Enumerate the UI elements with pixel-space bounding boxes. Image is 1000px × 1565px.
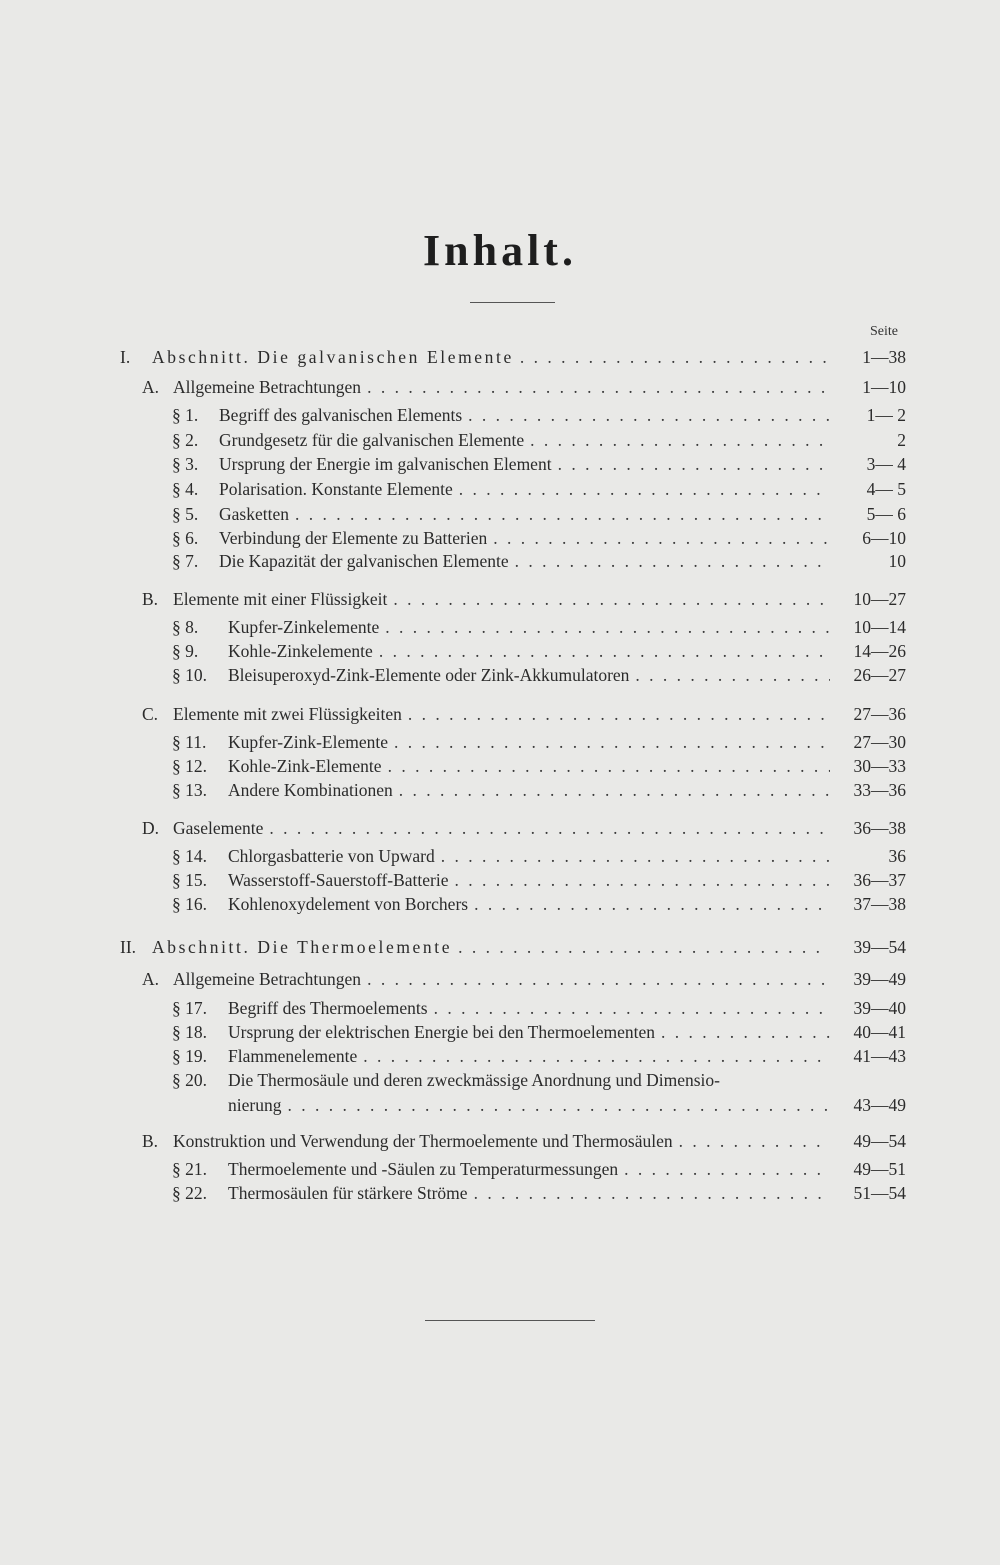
toc-entry	[142, 703, 906, 725]
toc-entry	[142, 817, 906, 839]
toc-entry-number: § 3.	[172, 454, 199, 474]
toc-entry-label: Elemente mit einer Flüssigkeit	[173, 589, 388, 609]
toc-entry	[142, 1130, 906, 1152]
leader-dots	[287, 1094, 830, 1116]
toc-entry-pages: 2	[897, 430, 906, 450]
leader-dots	[515, 550, 830, 572]
toc-entry-number: § 8.	[172, 617, 199, 637]
toc-entry-label: Allgemeine Betrachtungen	[173, 377, 362, 397]
leader-dots	[679, 1130, 830, 1152]
toc-entry-number: B.	[142, 589, 159, 609]
toc-entry-label: Begriff des galvanischen Elements	[219, 405, 463, 425]
leader-dots	[455, 869, 830, 891]
toc-entry-pages: 3— 4	[866, 454, 906, 474]
leader-dots	[399, 779, 830, 801]
toc-entry	[172, 1094, 906, 1116]
toc-entry-pages: 26—27	[853, 665, 906, 685]
toc-entry	[172, 997, 906, 1019]
seite-header: Seite	[870, 324, 898, 339]
leader-dots	[408, 703, 830, 725]
toc-entry-number: II.	[120, 937, 137, 957]
toc-entry-pages: 33—36	[853, 780, 906, 800]
toc-entry	[172, 478, 906, 500]
toc-entry-number: § 4.	[172, 479, 199, 499]
toc-entry-pages: 4— 5	[866, 479, 906, 499]
toc-entry	[172, 755, 906, 777]
toc-entry-pages: 10—27	[853, 589, 906, 609]
leader-dots	[394, 731, 830, 753]
toc-entry-label: Elemente mit zwei Flüssigkeiten	[173, 704, 402, 724]
toc-entry-number: § 21.	[172, 1159, 207, 1179]
toc-entry-number: § 7.	[172, 551, 199, 571]
toc-entry-number: § 20.	[172, 1070, 207, 1090]
toc-entry-label: Flammenelemente	[228, 1046, 358, 1066]
toc-entry-label: Abschnitt. Die Thermoelemente	[152, 937, 453, 957]
toc-entry-pages: 27—36	[853, 704, 906, 724]
toc-entry	[172, 404, 906, 426]
toc-entry-pages: 10	[888, 551, 906, 571]
toc-entry-label: Andere Kombinationen	[228, 780, 393, 800]
toc-entry	[172, 527, 906, 549]
toc-entry-label: Kohle-Zinkelemente	[228, 641, 373, 661]
toc-entry-pages: 14—26	[853, 641, 906, 661]
toc-entry-number: A.	[142, 377, 160, 397]
toc-entry-label: Thermoelemente und -Säulen zu Temperaturmessungen	[228, 1159, 619, 1179]
leader-dots	[295, 503, 830, 525]
leader-dots	[458, 936, 830, 958]
leader-dots	[363, 1045, 830, 1067]
toc-entry-pages: 51—54	[853, 1183, 906, 1203]
toc-entry-number: § 12.	[172, 756, 207, 776]
toc-entry-pages: 36—38	[853, 818, 906, 838]
toc-entry	[172, 1158, 906, 1180]
toc-entry-label: Verbindung der Elemente zu Batterien	[219, 528, 488, 548]
toc-entry-pages: 1—38	[862, 347, 906, 367]
leader-dots	[388, 755, 830, 777]
page-title: Inhalt.	[423, 226, 577, 275]
leader-dots	[385, 616, 830, 638]
toc-entry	[120, 936, 906, 958]
leader-dots	[367, 968, 830, 990]
leader-dots	[493, 527, 830, 549]
leader-dots	[635, 664, 830, 686]
toc-entry	[172, 869, 906, 891]
toc-entry-label: Kupfer-Zinkelemente	[228, 617, 380, 637]
leader-dots	[393, 588, 830, 610]
toc-entry-number: § 10.	[172, 665, 207, 685]
toc-entry	[172, 453, 906, 475]
toc-entry-label: Begriff des Thermoelements	[228, 998, 428, 1018]
toc-entry-label: Thermosäulen für stärkere Ströme	[228, 1183, 468, 1203]
toc-entry-number: C.	[142, 704, 159, 724]
toc-entry	[172, 845, 906, 867]
toc-entry-label: Die Thermosäule und deren zweckmässige Anordnung und Dimensio-	[228, 1070, 720, 1090]
toc-entry-number: § 14.	[172, 846, 207, 866]
toc-entry	[142, 968, 906, 990]
toc-entry-label: Kupfer-Zink-Elemente	[228, 732, 388, 752]
toc-entry-label: Wasserstoff-Sauerstoff-Batterie	[228, 870, 449, 890]
toc-entry	[172, 503, 906, 525]
toc-entry-pages: 1— 2	[866, 405, 906, 425]
toc-entry-pages: 39—54	[853, 937, 906, 957]
toc-entry-number: § 11.	[172, 732, 207, 752]
leader-dots	[459, 478, 830, 500]
toc-entry	[142, 376, 906, 398]
toc-entry-pages: 36	[888, 846, 906, 866]
toc-entry-number: D.	[142, 818, 160, 838]
toc-entry-pages: 41—43	[853, 1046, 906, 1066]
leader-dots	[558, 453, 830, 475]
toc-entry-number: § 19.	[172, 1046, 207, 1066]
toc-entry-label: Kohle-Zink-Elemente	[228, 756, 382, 776]
title-rule	[470, 302, 555, 303]
toc-entry-label: Kohlenoxydelement von Borchers	[228, 894, 469, 914]
toc-entry-number: § 17.	[172, 998, 207, 1018]
toc-entry	[172, 1045, 906, 1067]
toc-entry-pages: 10—14	[853, 617, 906, 637]
toc-entry	[172, 779, 906, 801]
toc-entry-number: § 1.	[172, 405, 199, 425]
toc-entry-label: Abschnitt. Die galvanischen Elemente	[152, 347, 514, 367]
toc-entry-number: § 15.	[172, 870, 207, 890]
toc-entry-number: § 22.	[172, 1183, 207, 1203]
toc-entry-pages: 27—30	[853, 732, 906, 752]
toc-entry-number: § 9.	[172, 641, 199, 661]
toc-entry-number: § 18.	[172, 1022, 207, 1042]
toc-entry-number: § 13.	[172, 780, 207, 800]
toc-entry-number: § 6.	[172, 528, 199, 548]
toc-entry-label: Grundgesetz für die galvanischen Elemente	[219, 430, 525, 450]
toc-entry-label: Die Kapazität der galvanischen Elemente	[219, 551, 509, 571]
toc-entry	[172, 429, 906, 451]
leader-dots	[474, 1182, 830, 1204]
leader-dots	[624, 1158, 830, 1180]
leader-dots	[269, 817, 830, 839]
toc-entry	[172, 640, 906, 662]
toc-entry-label: Ursprung der elektrischen Energie bei den Thermoelementen	[228, 1022, 655, 1042]
toc-entry-pages: 49—54	[853, 1131, 906, 1151]
toc-entry-label: Chlorgasbatterie von Upward	[228, 846, 435, 866]
leader-dots	[434, 997, 830, 1019]
toc-entry	[172, 1021, 906, 1043]
toc-entry-pages: 49—51	[853, 1159, 906, 1179]
leader-dots	[367, 376, 830, 398]
toc-entry-label: Gaselemente	[173, 818, 264, 838]
toc-entry-label: Polarisation. Konstante Elemente	[219, 479, 453, 499]
bottom-rule	[425, 1320, 595, 1321]
toc-entry	[172, 731, 906, 753]
toc-entry-pages: 40—41	[853, 1022, 906, 1042]
toc-entry-pages: 36—37	[853, 870, 906, 890]
toc-entry	[172, 893, 906, 915]
toc-entry	[172, 1182, 906, 1204]
toc-entry-number: § 2.	[172, 430, 199, 450]
toc-entry-label: Konstruktion und Verwendung der Thermoelemente und Thermosäulen	[173, 1131, 673, 1151]
toc-entry	[142, 588, 906, 610]
toc-entry-pages: 43—49	[853, 1095, 906, 1115]
toc-entry	[172, 1069, 906, 1091]
toc-entry-label: Ursprung der Energie im galvanischen Element	[219, 454, 552, 474]
toc-entry	[172, 616, 906, 638]
toc-entry-number: § 5.	[172, 504, 199, 524]
toc-entry	[172, 550, 906, 572]
toc-entry-label: Gasketten	[219, 504, 289, 524]
toc-entry	[172, 664, 906, 686]
toc-entry-label: Allgemeine Betrachtungen	[173, 969, 362, 989]
toc-entry-label: nierung	[228, 1095, 282, 1115]
toc-entry-label: Bleisuperoxyd-Zink-Elemente oder Zink-Akkumulatoren	[228, 665, 630, 685]
toc-entry-number: § 16.	[172, 894, 207, 914]
toc-entry	[120, 346, 906, 368]
toc-entry-number: A.	[142, 969, 160, 989]
leader-dots	[379, 640, 830, 662]
toc-entry-pages: 30—33	[853, 756, 906, 776]
toc-entry-pages: 5— 6	[866, 504, 906, 524]
leader-dots	[468, 404, 830, 426]
toc-entry-pages: 1—10	[862, 377, 906, 397]
leader-dots	[661, 1021, 830, 1043]
toc-entry-pages: 6—10	[862, 528, 906, 548]
leader-dots	[530, 429, 830, 451]
toc-entry-number: I.	[120, 347, 131, 367]
toc-entry-pages: 37—38	[853, 894, 906, 914]
toc-entry-number: B.	[142, 1131, 159, 1151]
leader-dots	[474, 893, 830, 915]
leader-dots	[441, 845, 830, 867]
leader-dots	[520, 346, 830, 368]
toc-entry-pages: 39—49	[853, 969, 906, 989]
toc-entry-pages: 39—40	[853, 998, 906, 1018]
